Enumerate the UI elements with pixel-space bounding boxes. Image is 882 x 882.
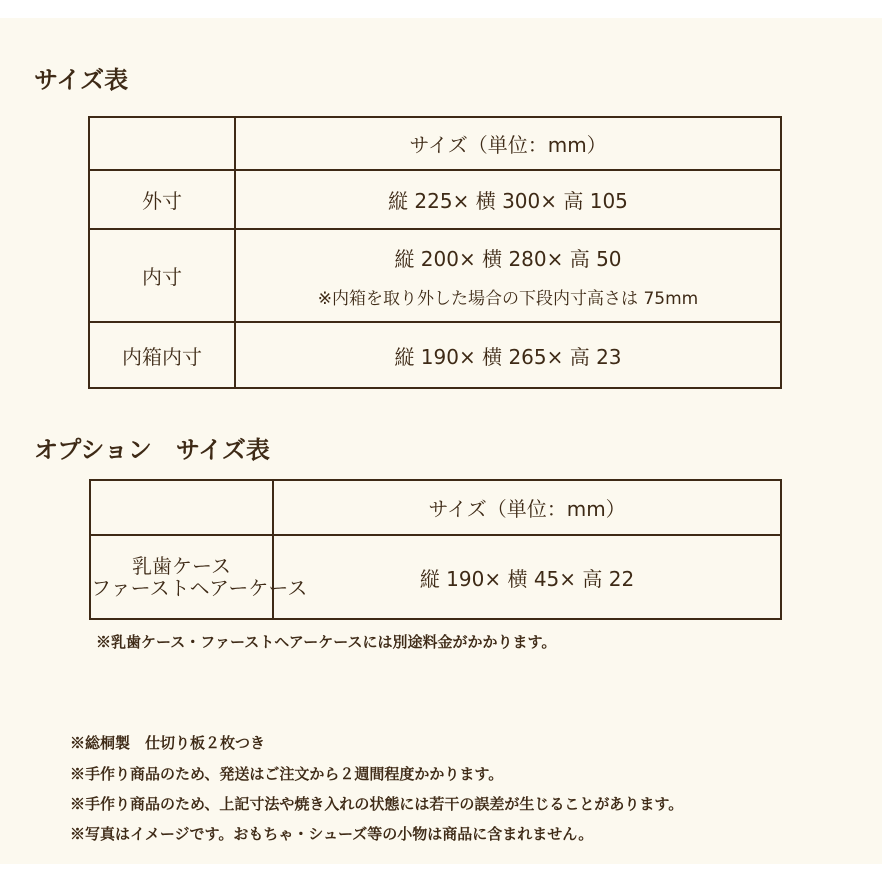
size-table-heading: サイズ表 (34, 65, 129, 94)
row-value-inner: 縦 200× 横 280× 高 50 (394, 246, 622, 271)
header-empty-cell (89, 117, 235, 170)
note-line-1: ※総桐製 仕切り板２枚つき (70, 734, 266, 752)
note-line-3: ※手作り商品のため、上記寸法や焼き入れの状態には若干の誤差が生じることがあります。 (70, 795, 684, 813)
table-row (89, 229, 781, 322)
option-label-line2: ファーストヘアーケース (91, 576, 308, 600)
table-header-row (90, 480, 781, 535)
row-label-outer: 外寸 (89, 170, 235, 229)
option-size-table (89, 479, 782, 620)
header-cell: サイズ（単位：mm） (235, 117, 781, 170)
row-value-outer: 縦 225× 横 300× 高 105 (235, 170, 781, 229)
option-size-table-heading: オプション サイズ表 (34, 435, 270, 464)
row-label-inner-box: 内箱内寸 (89, 322, 235, 388)
page (0, 18, 882, 864)
option-row-value: 縦 190× 横 45× 高 22 (273, 535, 781, 619)
row-note-inner: ※内箱を取り外した場合の下段内寸高さは 75mm (317, 288, 699, 309)
header-empty-cell (90, 480, 273, 535)
note-line-4: ※写真はイメージです。おもちゃ・シューズ等の小物は商品に含まれません。 (70, 825, 594, 843)
table-row (89, 170, 781, 229)
table-row (89, 322, 781, 388)
row-value-inner-cell (235, 229, 781, 322)
option-label-line1: 乳歯ケース (132, 554, 231, 578)
note-line-2: ※手作り商品のため、発送はご注文から２週間程度かかります。 (70, 765, 504, 783)
table-row (90, 535, 781, 619)
header-cell: サイズ（単位：mm） (273, 480, 781, 535)
row-label-inner: 内寸 (89, 229, 235, 322)
table-header-row (89, 117, 781, 170)
size-table (88, 116, 782, 389)
option-row-label (90, 535, 308, 619)
option-note: ※乳歯ケース・ファーストヘアーケースには別途料金がかかります。 (96, 633, 557, 651)
row-value-inner-box: 縦 190× 横 265× 高 23 (235, 322, 781, 388)
